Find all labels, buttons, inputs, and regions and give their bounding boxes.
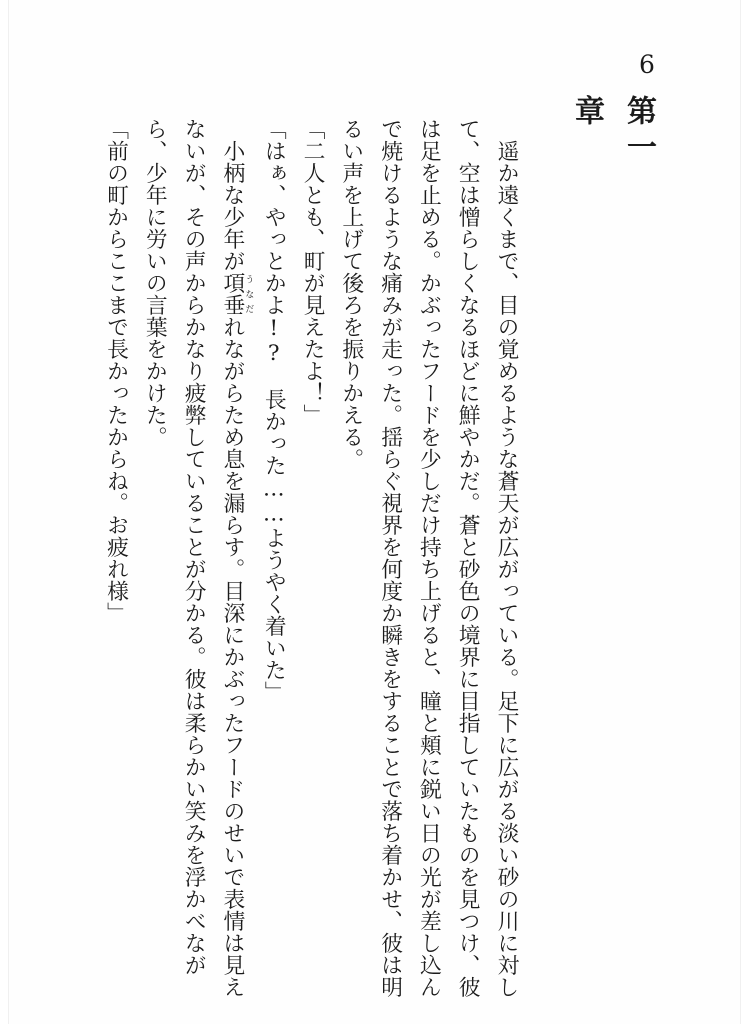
paragraph-narration [135, 118, 254, 998]
dialogue-line: 「前の町からここまで長かったからね。お疲れ様」 [103, 118, 129, 624]
dialogue-line: 「はぁ、やっとかよ!? 長かった……ようやく着いた」 [261, 118, 287, 703]
ruby-annotation [219, 271, 254, 316]
dialogue-line: 「二人とも、町が見えたよ！」 [300, 118, 326, 426]
ruby-base: 項垂 [219, 271, 245, 316]
paragraph-opening: 遥か遠くまで、目の覚めるような蒼天が広がっている。足下に広がる淡い砂の川に対して、空は憎らしくなるほどに鮮やかだ。蒼と砂色の境界に目指していたものを見つけ、彼は足を止める。かぶったフードを少しだけ持ち上げると、瞳と頬に鋭い日の光が差し込んで焼けるような痛みが走った。揺らぐ視界を何度か瞬きをすることで落ち着かせ、彼は明るい声を上げて後ろを振りかえる。 [338, 118, 519, 998]
book-page [9, 0, 740, 1024]
chapter-title: 第一章 [569, 95, 656, 167]
page-number: 6 [639, 50, 655, 79]
vertical-body-text [105, 118, 525, 998]
ruby-reading: うなだ [243, 271, 254, 316]
text-run: 小柄な少年が [219, 139, 245, 272]
text-run: れながらため息を漏らす。目深にかぶったフードのせいで表情は見えないが、その声からかなり疲弊していることが分かる。彼は柔らかい笑みを浮かべながら、少年に労いの言葉をかけた。 [142, 118, 245, 998]
